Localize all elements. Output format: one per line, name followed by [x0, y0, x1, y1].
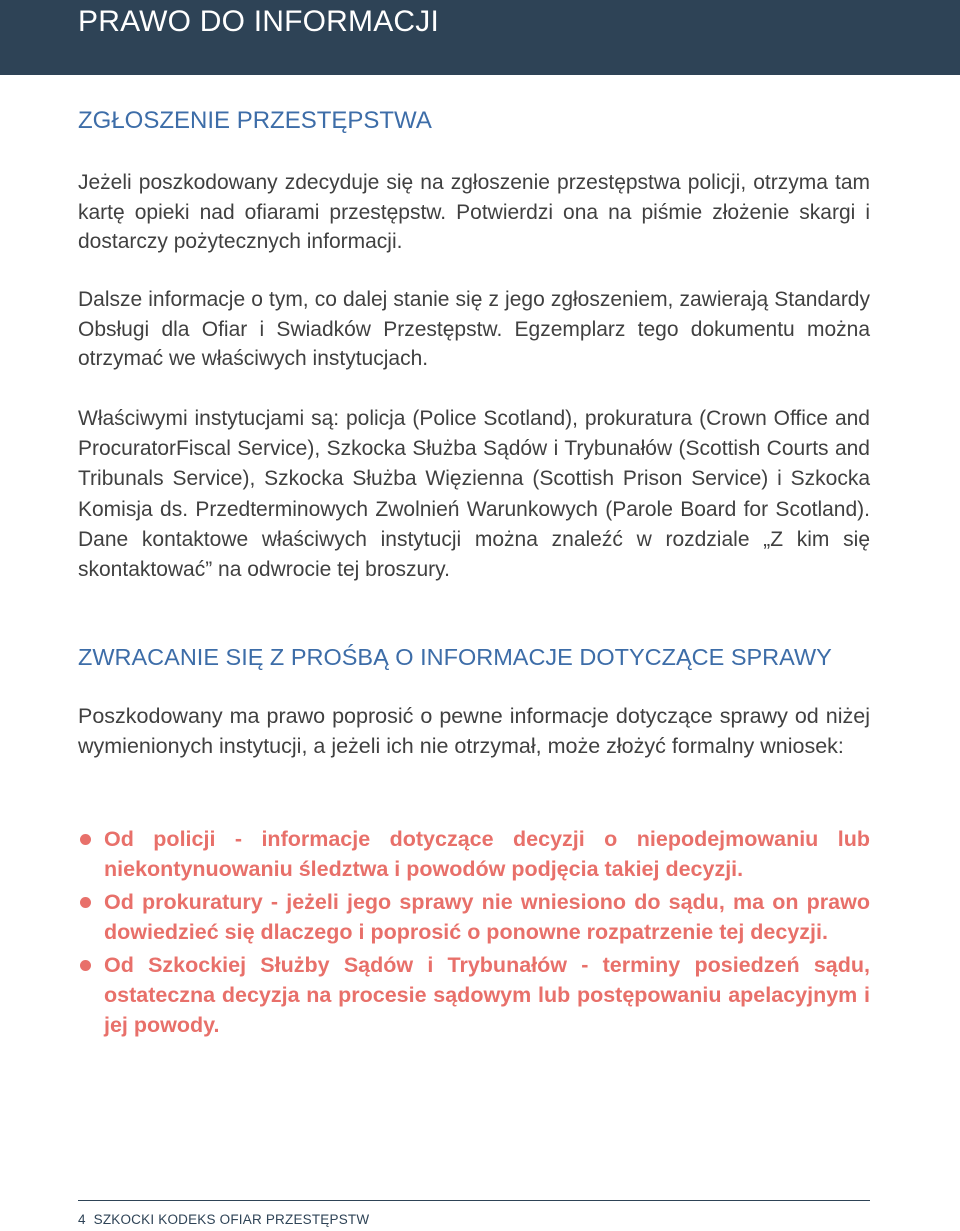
footer-divider: [78, 1200, 870, 1201]
publication-title: SZKOCKI KODEKS OFIAR PRZESTĘPSTW: [93, 1212, 370, 1227]
paragraph-info-request-intro: Poszkodowany ma prawo poprosić o pewne informacje dotyczące sprawy od niżej wymienionych instytucji, a jeżeli ich nie otrzymał, może złożyć formalny wniosek:: [78, 704, 870, 758]
paragraph-institutions: Właściwymi instytucjami są: policja (Police Scotland), prokuratura (Crown Office and ProcuratorFiscal Service), Szkocka Służba Sądów i Trybunałów (Scottish Courts and Tribunals Service), Szkocka Służba Więzienna (Scottish Prison Service) i Szkocka Komisja ds. Przedterminowych Zwolnień Warunkowych (Parole Board for Scotland). Dane kontaktowe właściwych instytucji można znaleźć w rozdziale „Z kim się skontaktować” na odwrocie tej broszury.: [78, 407, 870, 582]
header-bar: [0, 0, 960, 75]
paragraph-further-info: Dalsze informacje o tym, co dalej stanie się z jego zgłoszeniem, zawierają Standardy Obsługi dla Ofiar i Swiadków Przestępstw. Egzemplarz tego dokumentu można otrzymać we właściwych instytucjach.: [78, 288, 870, 371]
bullet-dot-icon: [80, 960, 91, 971]
footer: [78, 1212, 369, 1228]
section-heading-info-request: ZWRACANIE SIĘ Z PROŚBĄ O INFORMACJE DOTYCZĄCE SPRAWY: [78, 644, 832, 670]
paragraph-report-to-police: Jeżeli poszkodowany zdecyduje się na zgłoszenie przestępstwa policji, otrzyma tam kartę opieki nad ofiarami przestępstw. Potwierdzi ona na piśmie złożenie skargi i dostarczy pożytecznych informacji.: [78, 171, 870, 254]
bullet-dot-icon: [80, 834, 91, 845]
bullet-text: Od prokuratury - jeżeli jego sprawy nie wniesiono do sądu, ma on prawo dowiedzieć się dlaczego i poprosić o ponowne rozpatrzenie tej decyzji.: [104, 890, 870, 944]
bullet-text: Od policji - informacje dotyczące decyzji o niepodejmowaniu lub niekontynuowaniu śledztwa i powodów podjęcia takiej decyzji.: [104, 827, 870, 881]
bullet-list: [78, 824, 870, 1043]
page-number: 4: [78, 1212, 86, 1227]
bullet-text: Od Szkockiej Służby Sądów i Trybunałów - terminy posiedzeń sądu, ostateczna decyzja na procesie sądowym lub postępowaniu apelacyjnym i jej powody.: [104, 953, 870, 1037]
page-title: PRAWO DO INFORMACJI: [78, 5, 440, 38]
section-heading-crime-report: ZGŁOSZENIE PRZESTĘPSTWA: [78, 107, 432, 134]
bullet-item-prosecution: [78, 887, 870, 947]
bullet-dot-icon: [80, 897, 91, 908]
bullet-item-police: [78, 824, 870, 884]
bullet-item-courts: [78, 950, 870, 1040]
